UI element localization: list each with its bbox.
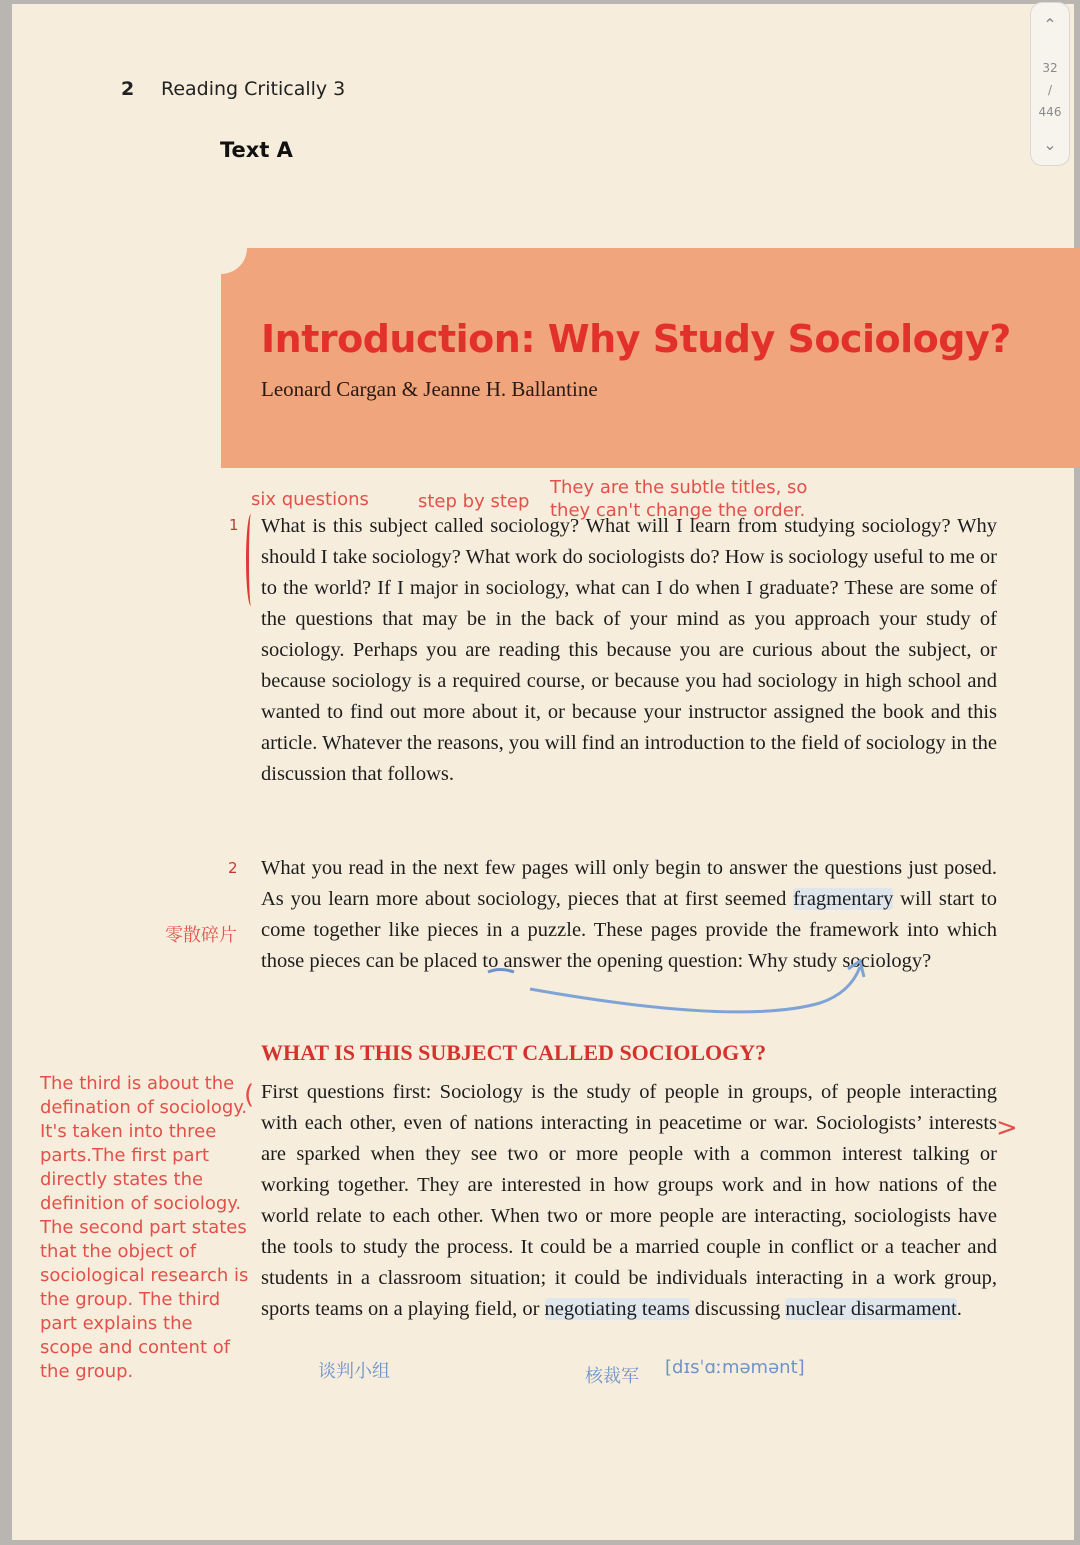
note-negotiating-cn: 谈判小组 bbox=[318, 1361, 390, 1382]
note-fragmentary-cn: 零散碎片 bbox=[165, 925, 237, 946]
article-authors: Leonard Cargan & Jeanne H. Ballantine bbox=[261, 377, 598, 401]
paragraph-3-part1: First questions first: Sociology is the study of people in groups, of people interacting with each other, even of nations interacting in peacetime or war. Sociologists’ interests are sparked when they see two or more people with a common interest talking or working together. They are interested in how groups work and in how nations of the world relate to each other. When two or more people are interacting, sociologists have the tools to study the process. It could be a married couple in conflict or a teacher and students in a classroom situation; it could be individuals interacting in a work group, sports teams on a playing field, or bbox=[261, 1081, 997, 1320]
paragraph-2-part1: What you read in the next few pages will only begin to answer the questions just posed. As you learn more about sociology, pieces that at first seemed bbox=[261, 857, 997, 910]
chevron-down-icon[interactable]: ⌄ bbox=[1043, 135, 1057, 154]
book-title: Reading Critically 3 bbox=[161, 78, 346, 100]
page-number: 2 bbox=[121, 78, 135, 100]
section-label: Text A bbox=[220, 138, 293, 162]
paragraph-1: What is this subject called sociology? What will I learn from studying sociology? Why should I take sociology? What work do sociologists do? How is sociology useful to me or to the world? If I major in sociology, what can I do when I graduate? These are some of the questions that may be in the back of your mind as you approach your study of sociology. Perhaps you are reading this because you are curious about the subject, or because sociology is a required course, or because you had sociology in high school and wanted to find out more about it, or because your instructor assigned the book and this article. Whatever the reasons, you will find an introduction to the field of sociology in the discussion that follows. bbox=[261, 515, 997, 785]
note-subtitles-line2: they can't change the order. bbox=[550, 500, 806, 521]
paragraph-3-part2: discussing bbox=[689, 1298, 786, 1320]
blue-arrow-annotation bbox=[470, 955, 880, 1025]
total-pages: 446 bbox=[1038, 105, 1062, 119]
paragraph-2-part2: will start to come together like pieces in a puzzle. These pages provide the framework into which those pieces can be placed to answer the opening question: Why study sociology? bbox=[261, 888, 997, 972]
note-subtitles-line1: They are the subtle titles, so bbox=[550, 477, 808, 498]
red-bracket-mark bbox=[246, 514, 256, 606]
note-step-by-step: step by step bbox=[418, 491, 530, 512]
article-title: Introduction: Why Study Sociology? bbox=[261, 317, 1011, 361]
paragraph-3 bbox=[261, 1077, 997, 1325]
margin-note-definition: The third is about the defination of sociology. It's taken into three parts.The first part directly states the definition of sociology. The second part states that the object of sociological research is the group. The third part explains the scope and content of the group. bbox=[40, 1073, 249, 1382]
paragraph-3-part3: . bbox=[956, 1298, 962, 1320]
paragraph-number-2: 2 bbox=[228, 859, 238, 877]
blue-underline-mark bbox=[488, 970, 514, 973]
page-separator: / bbox=[1047, 83, 1053, 97]
close-bracket-mark: > bbox=[996, 1113, 1018, 1143]
highlight-nuclear-disarmament: nuclear disarmament bbox=[785, 1298, 957, 1320]
current-page: 32 bbox=[1042, 61, 1058, 75]
paragraph-number-1: 1 bbox=[229, 516, 239, 534]
highlight-negotiating-teams: negotiating teams bbox=[544, 1298, 690, 1320]
open-bracket-mark: ( bbox=[244, 1080, 255, 1110]
chevron-up-icon[interactable]: ⌃ bbox=[1043, 15, 1057, 34]
note-disarmament-ipa: [dɪsˈɑːməmənt] bbox=[665, 1357, 805, 1378]
running-header bbox=[121, 78, 345, 100]
blue-arrow-line bbox=[530, 967, 860, 1012]
note-six-questions: six questions bbox=[251, 489, 369, 510]
page-navigator[interactable] bbox=[1030, 2, 1070, 166]
highlight-fragmentary: fragmentary bbox=[793, 888, 894, 910]
note-nuclear-cn: 核裁军 bbox=[585, 1366, 639, 1387]
section-heading: WHAT IS THIS SUBJECT CALLED SOCIOLOGY? bbox=[261, 1040, 767, 1065]
